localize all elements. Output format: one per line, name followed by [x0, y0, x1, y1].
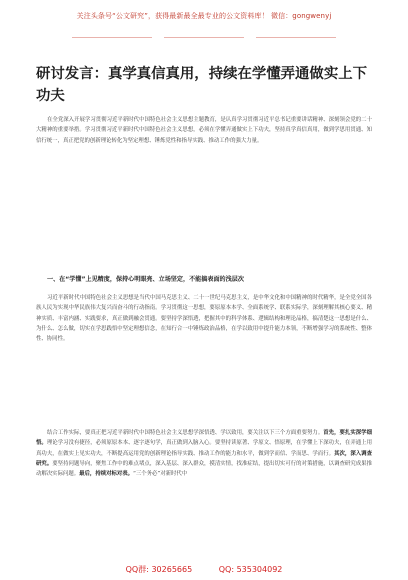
section-heading-1: 一、在“学懂”上见精度，保持心明眼亮、立场坚定，不能搞表面的浅层次 — [47, 276, 244, 283]
paragraph-text: 理论学习没有捷径，必须原原本本、逐字逐句学，真正做到入脑入心。要坚持读原著、学原文、悟原理，在学懂上下深功夫，在弄通上用真功夫，在做实上见实功夫，不断提高运用党的创新理论指导实践、推动工作的能力和水平，做到学而信、学而思、学而行。 — [36, 440, 372, 457]
intro-paragraph: 在全党深入开展学习贯彻习近平新时代中国特色社会主义思想主题教育，是认真学习贯彻习近平总书记重要讲话精神、深刻领会党的二十大精神的重要举措。学习贯彻习近平新时代中国特色社会主义思想，必须在学懂弄通做实上下功夫，坚持真学真信真用，做到学思用贯通、知信行统一，真正把党的创新理论转化为坚定理想、锤炼党性和指导实践、推动工作的强大力量。 — [36, 117, 372, 144]
banner-divider — [0, 23, 408, 26]
body-paragraph-1: 习近平新时代中国特色社会主义思想是当代中国马克思主义、二十一世纪马克思主义，是中华文化和中国精神的时代精华，是全党全国各族人民为实现中华民族伟大复兴而奋斗的行动指南。学习贯彻这一思想，要原原本本学、全面系统学、联系实际学，深刻理解其核心要义、精神实质、丰富内涵、实践要求，真正做到融会贯通。要坚持学深悟透，把握其中的科学体系、逻辑结构和理论品格，搞清楚这一思想是什么、为什么、怎么做，切实在学思践悟中坚定理想信念，在知行合一中锤炼政治品格，在学以致用中提升能力本领，不断增强学习的系统性、整体性、协同性。 — [36, 295, 372, 343]
qq-number: QQ: 535304092 — [218, 565, 283, 574]
banner-text: 关注头条号“公文研究”，获得最新最全最专业的公文资料库！ 微信：gongwenyj — [76, 12, 332, 20]
qq-group: QQ群: 30265665 — [125, 565, 193, 574]
paragraph-text: “三个务必”对新时代中 — [133, 471, 188, 478]
bold-lead-2: 其次，深入调查研究。 — [36, 450, 372, 467]
contact-footer — [0, 564, 408, 575]
paragraph-text: 结合工作实际，要真正把习近平新时代中国特色社会主义思想学深悟透、学以致用，要关注以下三个方面重要努力。 — [47, 430, 324, 436]
bold-lead-3: 最后，持续对标对表。 — [79, 471, 134, 478]
body-paragraph-2 — [36, 428, 372, 560]
article-title: 研讨发言：真学真信真用，持续在学懂弄通做实上下功夫 — [36, 66, 367, 104]
bold-lead-1: 首先，要扎实深学细悟。 — [36, 430, 372, 447]
paragraph-text: 要坚持问题导向，聚焦工作中的难点堵点，深入基层、深入群众，摸清实情，找准症结，提出切实可行的对策措施，以调查研究成果推动解决实际问题。 — [36, 460, 372, 478]
header-banner — [0, 0, 408, 40]
